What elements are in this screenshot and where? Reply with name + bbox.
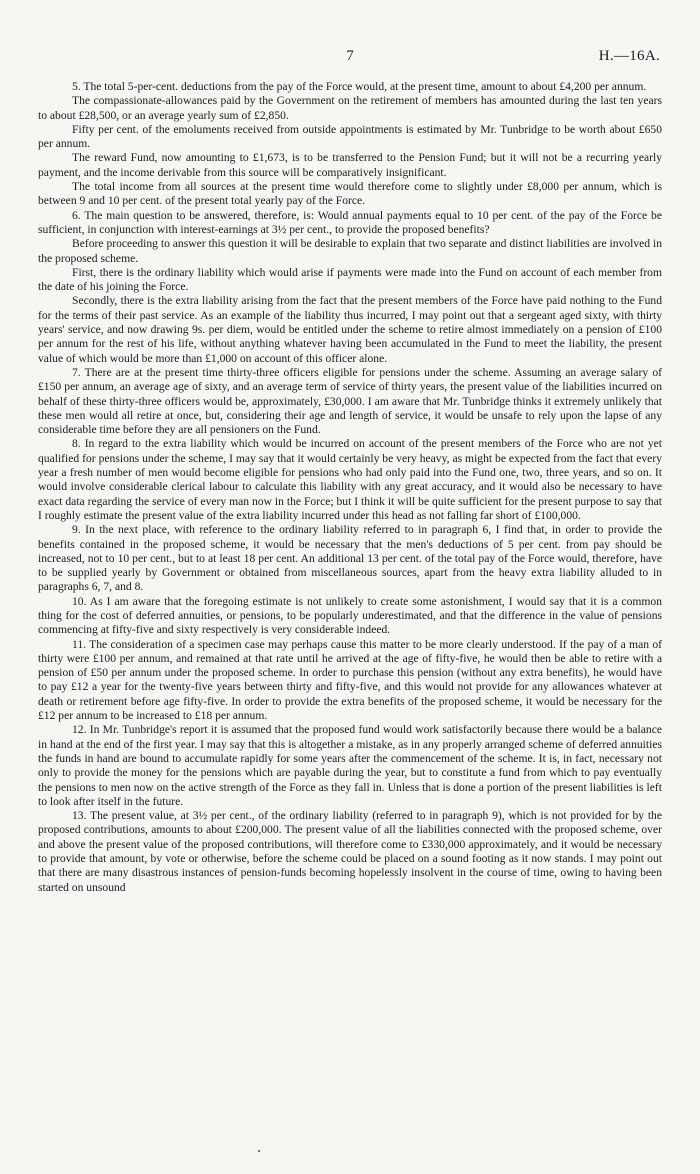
document-reference: H.—16A. (598, 48, 660, 64)
paragraph: 8. In regard to the extra liability which would be incurred on account of the present members of the Force who are not yet qualified for pensions under the scheme, I may say that it would certainly be very heavy, as might be expected from the fact that every year a fresh number of men would become eligible for pensions who had only paid into the Fund one, two, three years, and so on. It would involve considerable clerical labour to calculate this liability with any great accuracy, and it would also be necessary to have exact data regarding the service of every man now in the Force; but I think it will be quite sufficient for the present purpose to say that I roughly estimate the present value of the extra liability incurred under this head as not falling far short of £100,000. (38, 437, 662, 522)
paragraph: Secondly, there is the extra liability arising from the fact that the present members of the Force have paid nothing to the Fund for the terms of their past service. As an example of the liability thus incurred, I may point out that a sergeant aged sixty, with thirty years' service, and now drawing 9s. per diem, would be entitled under the scheme to retire almost immediately on a pension of £100 per annum for the rest of his life, without anything whatever having been accumulated in the Fund to meet the liability, the present value of which would be more than £1,000 on account of this officer alone. (38, 294, 662, 365)
paragraph: The total income from all sources at the present time would therefore come to slightly under £8,000 per annum, which is between 9 and 10 per cent. of the present total yearly pay of the Force. (38, 180, 662, 208)
paragraph: 6. The main question to be answered, therefore, is: Would annual payments equal to 10 per cent. of the pay of the Force be sufficient, in conjunction with interest-earnings at 3½ per cent., to provide the proposed benefits? (38, 208, 662, 236)
paragraph: First, there is the ordinary liability which would arise if payments were made into the Fund on account of each member from the date of his joining the Force. (38, 265, 662, 294)
paragraph: 9. In the next place, with reference to the ordinary liability referred to in paragraph 6, I find that, in order to provide the benefits contained in the proposed scheme, it would be necessary that the men's deductions of 5 per cent. from pay should be increased, not to 10 per cent., but to at least 18 per cent. An additional 13 per cent. of the total pay of the Force would, therefore, have to be supplied yearly by Government or obtained from miscellaneous sources, apart from the heavy extra liability alluded to in paragraphs 6, 7, and 8. (38, 523, 662, 594)
page-number: 7 (346, 48, 354, 64)
paragraph: Fifty per cent. of the emoluments received from outside appointments is estimated by Mr. Tunbridge to be worth about £650 per annum. (38, 122, 662, 151)
paragraph: 10. As I am aware that the foregoing estimate is not unlikely to create some astonishment, I would say that it is a common thing for the cost of deferred annuities, or pensions, to be popularly underestimated, and that the difference in the value of pensions commencing at fifty-five and sixty respectively is very considerable indeed. (38, 594, 662, 637)
document-body (38, 80, 662, 895)
paragraph: The reward Fund, now amounting to £1,673, is to be transferred to the Pension Fund; but it will not be a recurring yearly payment, and the income derivable from this source will be comparatively insignificant. (38, 151, 662, 179)
page-header (38, 48, 662, 70)
paragraph: Before proceeding to answer this question it will be desirable to explain that two separate and distinct liabilities are involved in the proposed scheme. (38, 237, 662, 265)
paragraph: 7. There are at the present time thirty-three officers eligible for pensions under the scheme. Assuming an average salary of £150 per annum, an average age of sixty, and an average term of service of thirty years, the present value of the liabilities incurred on behalf of these thirty-three officers would be, approximately, £30,000. I am aware that Mr. Tunbridge thinks it extremely unlikely that these men would all retire at once, but, considering their age and length of service, it would be unsafe to rely upon the lapse of any considerable time before they are all pensioners on the Fund. (38, 365, 662, 437)
paragraph: 5. The total 5-per-cent. deductions from the pay of the Force would, at the present time, amount to about £4,200 per annum. (72, 80, 647, 93)
paragraph: 11. The consideration of a specimen case may perhaps cause this matter to be more clearly understood. If the pay of a man of thirty were £100 per annum, and remained at that rate until he arrived at the age of fifty-five, he would then be able to retire with a pension of £50 per annum under the proposed scheme. In order to purchase this pension (without any extra benefits), he would have to pay £12 a year for the twenty-five years between thirty and fifty-five, and this would not provide for any allowances whatever at death or retirement before age fifty-five. In order to provide the extra benefits of the proposed scheme, it would be necessary for the £12 per annum to be increased to £18 per annum. (38, 637, 662, 723)
paragraph: The compassionate-allowances paid by the Government on the retirement of members has amounted during the last ten years to about £28,500, or an average yearly sum of £2,850. (38, 94, 662, 122)
speck-mark (258, 1150, 260, 1152)
paragraph: 13. The present value, at 3½ per cent., of the ordinary liability (referred to in paragraph 9), which is not provided for by the proposed contributions, amounts to about £200,000. The present value of all the liabilities connected with the proposed scheme, over and above the present value of the proposed contributions, will therefore come to £330,000 approximately, and it would be necessary to provide that amount, by vote or otherwise, before the scheme could be placed on a sound footing as it now stands. I may point out that there are many disastrous instances of pension-funds becoming hopelessly insolvent in the course of time, owing to having been started on unsound (38, 809, 662, 894)
paragraph: 12. In Mr. Tunbridge's report it is assumed that the proposed fund would work satisfactorily because there would be a balance in hand at the end of the first year. I may say that this is altogether a mistake, as in any properly arranged scheme of deferred annuities the funds in hand are bound to accumulate rapidly for some years after the commencement of the scheme. It is, in fact, necessary not only to provide the money for the pensions which are payable during the year, but to constitute a fund from which to pay eventually the pensions to men now on the active strength of the Force as they fall in. Unless that is done a portion of the present liabilities is left to look after itself in the future. (38, 723, 662, 808)
